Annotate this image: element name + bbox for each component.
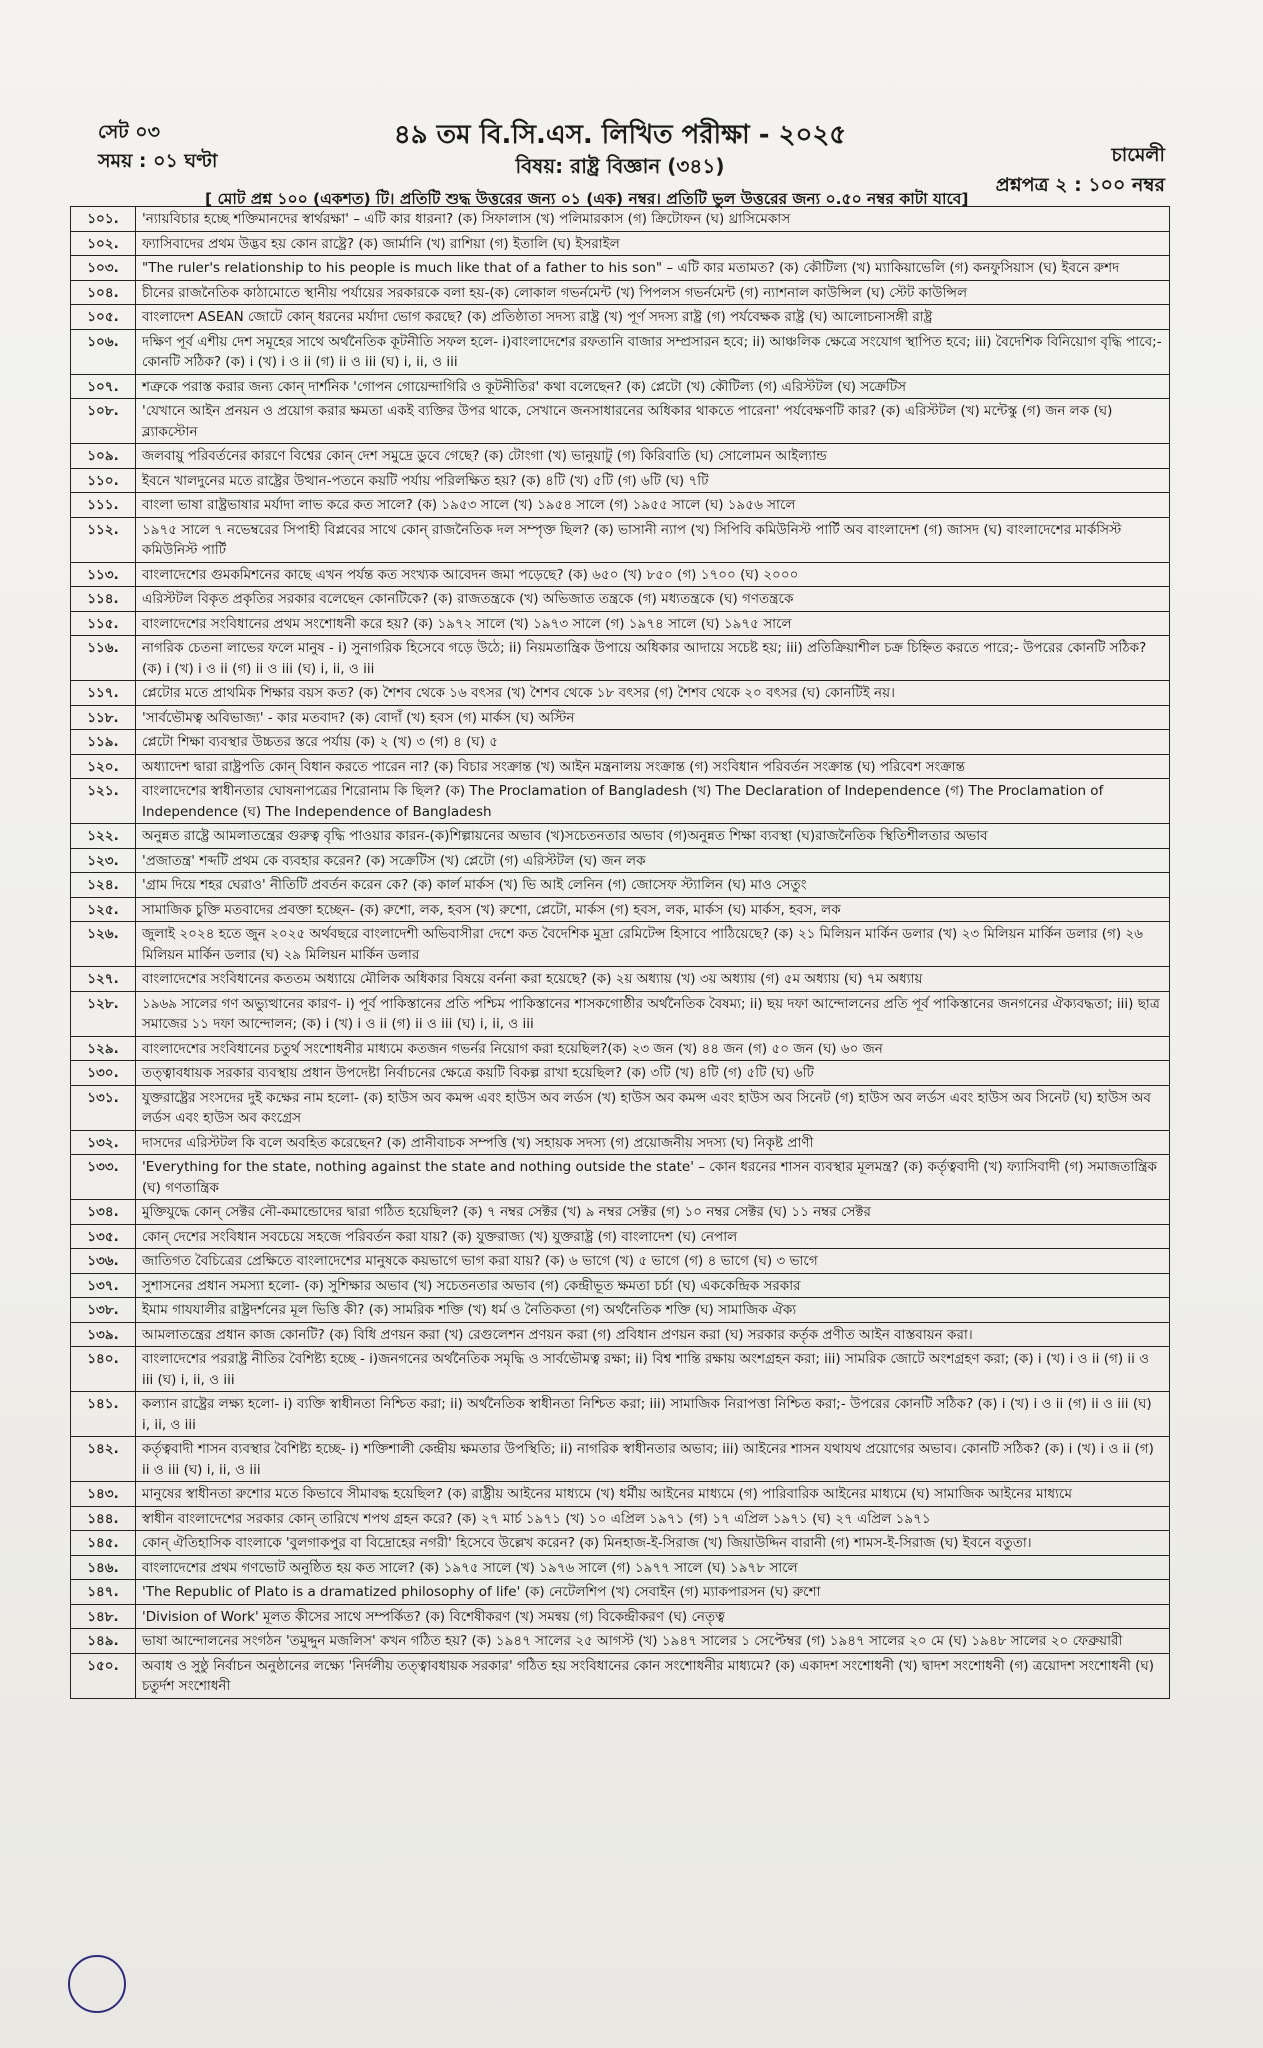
question-row — [71, 967, 1170, 992]
question-text: এরিস্টটল বিকৃত প্রকৃতির সরকার বলেছেন কোনটিকে? (ক) রাজতন্ত্রকে (খ) অভিজাত তন্ত্রকে (গ) মধ্যতন্ত্রকে (ঘ) গণতন্ত্রকে — [136, 587, 1170, 612]
question-number: ১১৫. — [71, 611, 136, 636]
question-number: ১২৬. — [71, 922, 136, 967]
question-text: বাংলাদেশের সংবিধানের চতুর্থ সংশোধনীর মাধ্যমে কতজন গভর্নর নিয়োগ করা হয়েছিল?(ক) ২৩ জন (খ) ৪৪ জন (গ) ৫০ জন (ঘ) ৬০ জন — [136, 1036, 1170, 1061]
question-text: কল্যান রাষ্ট্রের লক্ষ্য হলো- i) ব্যক্তি স্বাধীনতা নিশ্চিত করা; ii) অর্থনৈতিক স্বাধীনতা নিশ্চিত করা; iii) সামাজিক নিরাপত্তা নিশ্চিত করা;- উপরের কোনটি সঠিক? (ক) i (খ) i ও ii (গ) ii ও iii (ঘ) i, ii, ও iii — [136, 1392, 1170, 1437]
question-row — [71, 1531, 1170, 1556]
question-text: 'গ্রাম দিয়ে শহর ঘেরাও' নীতিটি প্রবর্তন করেন কে? (ক) কার্ল মার্কস (খ) ভি আই লেনিন (গ) জোসেফ স্ট্যালিন (ঘ) মাও সেতুং — [136, 873, 1170, 898]
question-number: ১০২. — [71, 231, 136, 256]
question-text: চীনের রাজনৈতিক কাঠামোতে স্থানীয় পর্যায়ের সরকারকে বলা হয়-(ক) লোকাল গভর্নমেন্ট (খ) পিপলস গভর্নমেন্ট (গ) ন্যাশনাল কাউন্সিল (ঘ) স্টেট কাউন্সিল — [136, 280, 1170, 305]
question-number: ১১২. — [71, 517, 136, 562]
question-text: প্লেটোর মতে প্রাথমিক শিক্ষার বয়স কত? (ক) শৈশব থেকে ১৬ বৎসর (খ) শৈশব থেকে ১৮ বৎসর (গ) শৈশব থেকে ২০ বৎসর (ঘ) কোনটিই নয়। — [136, 681, 1170, 706]
question-row — [71, 280, 1170, 305]
question-text: কোন্ দেশের সংবিধান সবচেয়ে সহজে পরিবর্তন করা যায়? (ক) যুক্তরাজ্য (খ) যুক্তরাষ্ট্র (গ) বাংলাদেশ (ঘ) নেপাল — [136, 1224, 1170, 1249]
question-text: নাগরিক চেতনা লাভের ফলে মানুষ - i) সুনাগরিক হিসেবে গড়ে উঠে; ii) নিয়মতান্ত্রিক উপায়ে অধিকার আদায়ে সচেষ্ট হয়; iii) প্রতিক্রিয়াশীল চক্র চিহ্নিত করতে পারে;- উপরের কোনটি সঠিক? (ক) i (খ) i ও ii (গ) ii ও iii (ঘ) i, ii, ও iii — [136, 636, 1170, 681]
question-row — [71, 493, 1170, 518]
question-row — [71, 636, 1170, 681]
question-number: ১৩৫. — [71, 1224, 136, 1249]
question-text: 'যেখানে আইন প্রনয়ন ও প্রয়োগ করার ক্ষমতা একই ব্যক্তির উপর থাকে, সেখানে জনসাধারনের অধিকার থাকতে পারেনা' পর্যবেক্ষণটি কার? (ক) এরিস্টটল (খ) মন্টেস্কু (গ) জন লক (ঘ) ব্ল্যাকস্টোন — [136, 399, 1170, 444]
subject-label: বিষয়: রাষ্ট্র বিজ্ঞান (৩৪১) — [515, 154, 725, 178]
question-row — [71, 848, 1170, 873]
question-row — [71, 824, 1170, 849]
question-row — [71, 1629, 1170, 1654]
question-text: জলবায়ু পরিবর্তনের কারণে বিশ্বের কোন্ দেশ সমুদ্রে ডুবে গেছে? (ক) টোংগা (খ) ভানুয়াটু (গ) কিরিবাতি (ঘ) সোলোমন আইল্যান্ড — [136, 444, 1170, 469]
question-number: ১২০. — [71, 754, 136, 779]
question-row — [71, 1347, 1170, 1392]
question-row — [71, 1322, 1170, 1347]
question-text: বাংলাদেশের সংবিধানের প্রথম সংশোধনী করে হয়? (ক) ১৯৭২ সালে (খ) ১৯৭৩ সালে (গ) ১৯৭৪ সালে (ঘ) ১৯৭৫ সালে — [136, 611, 1170, 636]
question-number: ১৩৩. — [71, 1155, 136, 1200]
question-number: ১৩৭. — [71, 1273, 136, 1298]
question-text: মানুষের স্বাধীনতা রুশোর মতে কিভাবে সীমাবদ্ধ হয়েছিল? (ক) রাষ্ট্রীয় আইনের মাধ্যমে (খ) ধর্মীয় আইনের মাধ্যমে (গ) পারিবারিক আইনের মাধ্যমে (ঘ) সামাজিক আইনের মাধ্যমে — [136, 1482, 1170, 1507]
question-number: ১৩৬. — [71, 1249, 136, 1274]
question-number: ১২১. — [71, 779, 136, 824]
question-text: ইমাম গাযযালীর রাষ্ট্রদর্শনের মূল ভিত্তি কী? (ক) সামরিক শক্তি (খ) ধর্ম ও নৈতিকতা (গ) অর্থনৈতিক শক্তি (ঘ) সামাজিক ঐক্য — [136, 1298, 1170, 1323]
question-text: "The ruler's relationship to his people is much like that of a father to his son" – এটি কার মতামত? (ক) কৌটিল্য (খ) ম্যাকিয়াভেলি (গ) কনফুসিয়াস (ঘ) ইবনে রুশদ — [136, 256, 1170, 281]
question-row — [71, 1273, 1170, 1298]
question-row — [71, 399, 1170, 444]
paper-name: চামেলী — [1111, 144, 1165, 166]
question-row — [71, 1061, 1170, 1086]
question-row — [71, 1224, 1170, 1249]
question-row — [71, 1200, 1170, 1225]
question-row — [71, 231, 1170, 256]
question-text: কর্তৃত্ববাদী শাসন ব্যবস্থার বৈশিষ্ট্য হচ্ছে- i) শক্তিশালী কেন্দ্রীয় ক্ষমতার উপস্থিতি; ii) নাগরিক স্বাধীনতার অভাব; iii) আইনের শাসন যথাযথ প্রয়োগের অভাব। কোনটি সঠিক? (ক) i (খ) i ও ii (গ) ii ও iii (ঘ) i, ii, ও iii — [136, 1437, 1170, 1482]
question-text: 'সার্বভৌমত্ব অবিভাজ্য' - কার মতবাদ? (ক) বোদাঁ (খ) হবস (গ) মার্কস (ঘ) অস্টিন — [136, 705, 1170, 730]
paper-marks: প্রশ্নপত্র ২ : ১০০ নম্বর — [995, 174, 1165, 196]
question-number: ১০৪. — [71, 280, 136, 305]
question-number: ১১৪. — [71, 587, 136, 612]
question-number: ১৩২. — [71, 1130, 136, 1155]
question-text: বাংলা ভাষা রাষ্ট্রভাষার মর্যাদা লাভ করে কত সালে? (ক) ১৯৫৩ সালে (খ) ১৯৫৪ সালে (গ) ১৯৫৫ সালে (ঘ) ১৯৫৬ সালে — [136, 493, 1170, 518]
question-text: দক্ষিণ পূর্ব এশীয় দেশ সমূহের সাথে অর্থনৈতিক কূটনীতি সফল হলে- i)বাংলাদেশের রফতানি বাজার সম্প্রসারন হবে; ii) আঞ্চলিক ক্ষেত্রে সংযোগ স্থাপিত হবে; iii) বৈদেশিক বিনিয়োগ বৃদ্ধি পাবে;- কোনটি সঠিক? (ক) i (খ) i ও ii (গ) ii ও iii (ঘ) i, ii, ও iii — [136, 329, 1170, 374]
question-number: ১০৩. — [71, 256, 136, 281]
question-number: ১৪০. — [71, 1347, 136, 1392]
question-list — [71, 207, 1170, 1699]
question-text: 'প্রজাতন্ত্র' শব্দটি প্রথম কে ব্যবহার করেন? (ক) সক্রেটিস (খ) প্লেটো (গ) এরিস্টটল (ঘ) জন লক — [136, 848, 1170, 873]
question-row — [71, 1130, 1170, 1155]
question-row — [71, 1604, 1170, 1629]
question-text: অনুন্নত রাষ্ট্রে আমলাতন্ত্রের গুরুত্ব বৃদ্ধি পাওয়ার কারন-(ক)শিল্পায়নের অভাব (খ)সচেতনতার অভাব (গ)অনুন্নত শিক্ষা ব্যবস্থা (ঘ)রাজনৈতিক স্থিতিশীলতার অভাব — [136, 824, 1170, 849]
question-row — [71, 1437, 1170, 1482]
question-row — [71, 587, 1170, 612]
question-text: দাসদের এরিস্টটল কি বলে অবহিত করেছেন? (ক) প্রানীবাচক সম্পত্তি (খ) সহায়ক সদস্য (গ) প্রয়োজনীয় সদস্য (ঘ) নিকৃষ্ট প্রাণী — [136, 1130, 1170, 1155]
question-text: সামাজিক চুক্তি মতবাদের প্রবক্তা হচ্ছেন- (ক) রুশো, লক, হবস (খ) রুশো, প্লেটো, মার্কস (গ) হবস, লক, মার্কস (ঘ) মার্কস, হবস, লক — [136, 897, 1170, 922]
question-number: ১৪১. — [71, 1392, 136, 1437]
question-row — [71, 1249, 1170, 1274]
question-row — [71, 1653, 1170, 1698]
question-text: মুক্তিযুদ্ধে কোন্ সেক্টর নৌ-কমান্ডোদের দ্বারা গঠিত হয়েছিল? (ক) ৭ নম্বর সেক্টর (খ) ৯ নম্বর সেক্টর (গ) ১০ নম্বর সেক্টর (ঘ) ১১ নম্বর সেক্টর — [136, 1200, 1170, 1225]
question-row — [71, 305, 1170, 330]
question-row — [71, 1555, 1170, 1580]
question-number: ১০১. — [71, 207, 136, 232]
question-number: ১১০. — [71, 468, 136, 493]
question-number: ১৫০. — [71, 1653, 136, 1698]
question-text: বাংলাদেশের স্বাধীনতার ঘোষনাপত্রের শিরোনাম কি ছিল? (ক) The Proclamation of Bangladesh (খ) The Declaration of Independence (গ) The Proclamation of Independence (ঘ) The Independence of Bangladesh — [136, 779, 1170, 824]
question-number: ১২২. — [71, 824, 136, 849]
question-number: ১৪৭. — [71, 1580, 136, 1605]
question-row — [71, 873, 1170, 898]
question-number: ১০৭. — [71, 374, 136, 399]
question-text: 'Everything for the state, nothing against the state and nothing outside the state' – কোন ধরনের শাসন ব্যবস্থার মূলমন্ত্র? (ক) কর্তৃত্ববাদী (খ) ফ্যাসিবাদী (গ) সমাজতান্ত্রিক (ঘ) গণতান্ত্রিক — [136, 1155, 1170, 1200]
question-text: সুশাসনের প্রধান সমস্যা হলো- (ক) সুশিক্ষার অভাব (খ) সচেতনতার অভাব (গ) কেন্দ্রীভূত ক্ষমতা চর্চা (ঘ) এককেন্দ্রিক সরকার — [136, 1273, 1170, 1298]
question-number: ১৩৯. — [71, 1322, 136, 1347]
question-row — [71, 256, 1170, 281]
question-text: যুক্তরাষ্ট্রের সংসদের দুই কক্ষের নাম হলো- (ক) হাউস অব কমন্স এবং হাউস অব লর্ডস (খ) হাউস অব কমন্স এবং হাউস অব সিনেট (গ) হাউস অব লর্ডস এবং হাউস অব সিনেট (ঘ) হাউস অব লর্ডস এবং হাউস অব কংগ্রেস — [136, 1085, 1170, 1130]
question-number: ১২৭. — [71, 967, 136, 992]
question-text: ভাষা আন্দোলনের সংগঠন 'তমুদ্দুন মজলিস' কখন গঠিত হয়? (ক) ১৯৪৭ সালের ২৫ আগস্ট (খ) ১৯৪৭ সালের ১ সেপ্টেম্বর (গ) ১৯৪৭ সালের ২০ মে (ঘ) ১৯৪৮ সালের ২০ ফেব্রুয়ারী — [136, 1629, 1170, 1654]
question-number: ১০৮. — [71, 399, 136, 444]
question-number: ১৪৬. — [71, 1555, 136, 1580]
question-number: ১০৬. — [71, 329, 136, 374]
question-number: ১৩০. — [71, 1061, 136, 1086]
question-number: ১৪২. — [71, 1437, 136, 1482]
question-text: বাংলাদেশ ASEAN জোটে কোন্ ধরনের মর্যাদা ভোগ করছে? (ক) প্রতিষ্ঠাতা সদস্য রাষ্ট্র (খ) পূর্ণ সদস্য রাষ্ট্র (গ) পর্যবেক্ষক রাষ্ট্র (ঘ) আলোচনাসঙ্গী রাষ্ট্র — [136, 305, 1170, 330]
question-table — [70, 206, 1170, 1699]
question-row — [71, 730, 1170, 755]
question-row — [71, 779, 1170, 824]
time-label: সময় : ০১ ঘণ্টা — [98, 150, 218, 172]
question-row — [71, 1085, 1170, 1130]
question-text: 'ন্যায়বিচার হচ্ছে শক্তিমানদের স্বার্থরক্ষা' – এটি কার ধারনা? (ক) সিফালাস (খ) পলিমারকাস (গ) ক্রিটোফন (ঘ) থ্রাসিমেকাস — [136, 207, 1170, 232]
header-left — [98, 118, 217, 176]
question-text: আমলাতন্ত্রের প্রধান কাজ কোনটি? (ক) বিধি প্রণয়ন করা (খ) রেগুলেশন প্রণয়ন করা (গ) প্রবিধান প্রণয়ন করা (ঘ) সরকার কর্তৃক প্রণীত আইন বাস্তবায়ন করা। — [136, 1322, 1170, 1347]
question-text: কোন্ ঐতিহাসিক বাংলাকে 'বুলগাকপুর বা বিদ্রোহের নগরী' হিসেবে উল্লেখ করেন? (ক) মিনহাজ-ই-সিরাজ (খ) জিয়াউদ্দিন বারানী (গ) শামস-ই-সিরাজ (ঘ) ইবনে বতুতা। — [136, 1531, 1170, 1556]
handwritten-circle-mark — [68, 1955, 126, 2013]
question-row — [71, 444, 1170, 469]
question-number: ১১৩. — [71, 562, 136, 587]
question-number: ১১৯. — [71, 730, 136, 755]
question-text: 'The Republic of Plato is a dramatized philosophy of life' (ক) নেটেলশিপ (খ) সেবাইন (গ) ম্যাকপারসন (ঘ) রুশো — [136, 1580, 1170, 1605]
question-row — [71, 207, 1170, 232]
question-text: 'Division of Work' মূলত কীসের সাথে সম্পর্কিত? (ক) বিশেষীকরণ (খ) সমন্বয় (গ) বিকেন্দ্রীকরণ (ঘ) নেতৃত্ব — [136, 1604, 1170, 1629]
header-center — [300, 118, 940, 180]
question-text: জাতিগত বৈচিত্রের প্রেক্ষিতে বাংলাদেশের মানুষকে কয়ভাগে ভাগ করা যায়? (ক) ৬ ভাগে (খ) ৫ ভাগে (গ) ৪ ভাগে (ঘ) ৩ ভাগে — [136, 1249, 1170, 1274]
question-text: শত্রুকে পরাস্ত করার জন্য কোন্ দার্শনিক 'গোপন গোয়েন্দাগিরি ও কূটনীতির' কথা বলেছেন? (ক) প্লেটো (খ) কৌটিল্য (গ) এরিস্টটল (ঘ) সক্রেটিস — [136, 374, 1170, 399]
question-text: অধ্যাদেশ দ্বারা রাষ্ট্রপতি কোন্ বিধান করতে পারেন না? (ক) বিচার সংক্রান্ত (খ) আইন মন্ত্রনালয় সংক্রান্ত (গ) সংবিধান পরিবর্তন সংক্রান্ত (ঘ) পরিবেশ সংক্রান্ত — [136, 754, 1170, 779]
question-row — [71, 468, 1170, 493]
question-row — [71, 705, 1170, 730]
question-row — [71, 922, 1170, 967]
question-row — [71, 611, 1170, 636]
question-row — [71, 1298, 1170, 1323]
question-number: ১৩১. — [71, 1085, 136, 1130]
question-number: ১২৮. — [71, 991, 136, 1036]
question-text: প্লেটো শিক্ষা ব্যবস্থার উচ্চতর স্তরে পর্যায় (ক) ২ (খ) ৩ (গ) ৪ (ঘ) ৫ — [136, 730, 1170, 755]
question-number: ১৪৫. — [71, 1531, 136, 1556]
question-text: অবাধ ও সুষ্ঠু নির্বাচন অনুষ্ঠানের লক্ষ্যে 'নির্দলীয় তত্ত্বাবধায়ক সরকার' গঠিত হয় সংবিধানের কোন সংশোধনীর মাধ্যমে? (ক) একাদশ সংশোধনী (খ) দ্বাদশ সংশোধনী (গ) ত্রয়োদশ সংশোধনী (ঘ) চতুর্দশ সংশোধনী — [136, 1653, 1170, 1698]
question-number: ১১৮. — [71, 705, 136, 730]
question-number: ১৪৯. — [71, 1629, 136, 1654]
question-text: বাংলাদেশের পররাষ্ট্র নীতির বৈশিষ্ট্য হচ্ছে - i)জনগনের অর্থনৈতিক সমৃদ্ধি ও সার্বভৌমত্ব রক্ষা; ii) বিশ্ব শান্তি রক্ষায় অংশগ্রহন করা; iii) সামরিক জোটে অংশগ্রহণ করা; (ক) i (খ) i ও ii (গ) ii ও iii (ঘ) i, ii, ও iii — [136, 1347, 1170, 1392]
question-number: ১৩৮. — [71, 1298, 136, 1323]
question-text: জুলাই ২০২৪ হতে জুন ২০২৫ অর্থবছরে বাংলাদেশী অভিবাসীরা দেশে কত বৈদেশিক মুদ্রা রেমিটেন্স হিসাবে পাঠিয়েছে? (ক) ২১ মিলিয়ন মার্কিন ডলার (খ) ২৩ মিলিয়ন মার্কিন ডলার (গ) ২৬ মিলিয়ন মার্কিন ডলার (ঘ) ২৯ মিলিয়ন মার্কিন ডলার — [136, 922, 1170, 967]
question-row — [71, 991, 1170, 1036]
question-row — [71, 1580, 1170, 1605]
question-text: বাংলাদেশের গুমকমিশনের কাছে এখন পর্যন্ত কত সংখ্যক আবেদন জমা পড়েছে? (ক) ৬৫০ (খ) ৮৫০ (গ) ১৭০০ (ঘ) ২০০০ — [136, 562, 1170, 587]
question-text: ইবনে খালদুনের মতে রাষ্ট্রের উত্থান-পতনে কয়টি পর্যায় পরিলক্ষিত হয়? (ক) ৪টি (খ) ৫টি (গ) ৬টি (ঘ) ৭টি — [136, 468, 1170, 493]
question-row — [71, 1482, 1170, 1507]
exam-title: ৪৯ তম বি.সি.এস. লিখিত পরীক্ষা - ২০২৫ — [393, 120, 847, 150]
question-text: ১৯৭৫ সালে ৭ নভেম্বরের সিপাহী বিপ্লবের সাথে কোন্ রাজনৈতিক দল সম্পৃক্ত ছিল? (ক) ভাসানী ন্যাপ (খ) সিপিবি কমিউনিস্ট পার্টি অব বাংলাদেশ (গ) জাসদ (ঘ) বাংলাদেশের মার্কসিস্ট কমিউনিস্ট পার্টি — [136, 517, 1170, 562]
question-row — [71, 1392, 1170, 1437]
question-number: ১১৭. — [71, 681, 136, 706]
question-number: ১২৯. — [71, 1036, 136, 1061]
question-number: ১২৪. — [71, 873, 136, 898]
question-text: ১৯৬৯ সালের গণ অভ্যুত্থানের কারণ- i) পূর্ব পাকিস্তানের প্রতি পশ্চিম পাকিস্তানের শাসকগোষ্ঠীর অর্থনৈতিক বৈষম্য; ii) ছয় দফা আন্দোলনের প্রতি পূর্ব পাকিস্তানের জনগনের ঐক্যবদ্ধতা; iii) ছাত্র সমাজের ১১ দফা আন্দোলন; (ক) i (খ) i ও ii (গ) ii ও iii (ঘ) i, ii, ও iii — [136, 991, 1170, 1036]
question-row — [71, 329, 1170, 374]
question-number: ১০৫. — [71, 305, 136, 330]
question-number: ১৪৩. — [71, 1482, 136, 1507]
question-row — [71, 1506, 1170, 1531]
question-row — [71, 1036, 1170, 1061]
question-text: ফ্যাসিবাদের প্রথম উদ্ভব হয় কোন রাষ্ট্রে? (ক) জার্মানি (খ) রাশিয়া (গ) ইতালি (ঘ) ইসরাইল — [136, 231, 1170, 256]
question-row — [71, 1155, 1170, 1200]
question-row — [71, 562, 1170, 587]
question-row — [71, 517, 1170, 562]
set-label: সেট ০৩ — [98, 121, 160, 143]
question-row — [71, 374, 1170, 399]
question-number: ১৪৮. — [71, 1604, 136, 1629]
question-number: ১১১. — [71, 493, 136, 518]
instruction-line: [ মোট প্রশ্ন ১০০ (একশত) টি। প্রতিটি শুদ্ধ উত্তরের জন্য ০১ (এক) নম্বর। প্রতিটি ভুল উত্তরের জন্য ০.৫০ নম্বর কাটা যাবে] — [205, 190, 969, 208]
question-row — [71, 897, 1170, 922]
question-text: স্বাধীন বাংলাদেশের সরকার কোন্ তারিখে শপথ গ্রহন করে? (ক) ২৭ মার্চ ১৯৭১ (খ) ১০ এপ্রিল ১৯৭১ (গ) ১৭ এপ্রিল ১৯৭১ (ঘ) ২৭ এপ্রিল ১৯৭১ — [136, 1506, 1170, 1531]
question-number: ১১৬. — [71, 636, 136, 681]
question-number: ১০৯. — [71, 444, 136, 469]
question-row — [71, 681, 1170, 706]
question-number: ১২৫. — [71, 897, 136, 922]
question-number: ১৩৪. — [71, 1200, 136, 1225]
question-number: ১৪৪. — [71, 1506, 136, 1531]
question-text: বাংলাদেশের সংবিধানের কততম অধ্যায়ে মৌলিক অধিকার বিষয়ে বর্ননা করা হয়েছে? (ক) ২য় অধ্যায় (খ) ৩য় অধ্যায় (গ) ৫ম অধ্যায় (ঘ) ৭ম অধ্যায় — [136, 967, 1170, 992]
question-text: বাংলাদেশের প্রথম গণভোট অনুষ্ঠিত হয় কত সালে? (ক) ১৯৭৫ সালে (খ) ১৯৭৬ সালে (গ) ১৯৭৭ সালে (ঘ) ১৯৭৮ সালে — [136, 1555, 1170, 1580]
question-text: তত্ত্বাবধায়ক সরকার ব্যবস্থায় প্রধান উপদেষ্টা নির্বাচনের ক্ষেত্রে কয়টি বিকল্প রাখা হয়েছিল? (ক) ৩টি (খ) ৪টি (গ) ৫টি (ঘ) ৬টি — [136, 1061, 1170, 1086]
question-number: ১২৩. — [71, 848, 136, 873]
question-row — [71, 754, 1170, 779]
